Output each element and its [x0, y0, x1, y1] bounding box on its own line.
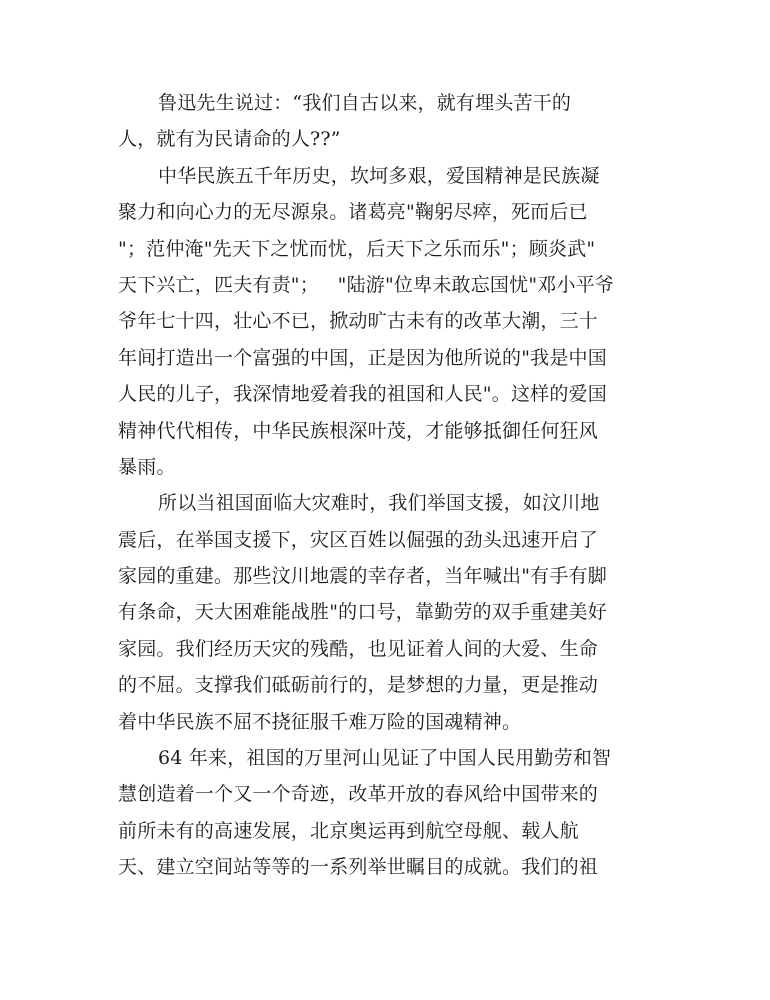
- text-line: 着中华民族不屈不挠征服千难万险的国魂精神。: [118, 710, 522, 733]
- text-line: 人民的儿子，我深情地爱着我的祖国和人民"。这样的爱国: [118, 383, 607, 406]
- text-line: 天、建立空间站等等的一系列举世瞩目的成就。我们的祖: [118, 856, 599, 879]
- text-line: 鲁迅先生说过：“我们自古以来，就有埋头苦干的: [158, 92, 572, 114]
- text-line: 精神代代相传，中华民族根深叶茂，才能够抵御任何狂风: [118, 419, 599, 442]
- text-line: 所以当祖国面临大灾难时，我们举国支援，如汶川地: [158, 492, 600, 515]
- document-body: [118, 85, 658, 886]
- text-line: 有条命，天大困难能战胜"的口号，靠勤劳的双手重建美好: [118, 601, 607, 624]
- text-line: 聚力和向心力的无尽源泉。诸葛亮"鞠躬尽瘁，死而后已: [118, 201, 588, 224]
- text-line: 人，就有为民请命的人??”: [118, 128, 341, 151]
- text-line: 家园的重建。那些汶川地震的幸存者，当年喊出"有手有脚: [118, 565, 607, 588]
- text-line: 前所未有的高速发展，北京奥运再到航空母舰、载人航: [118, 819, 579, 842]
- text-line: 慧创造着一个又一个奇迹，改革开放的春风给中国带来的: [118, 783, 599, 806]
- text-line: 64 年来，祖国的万里河山见证了中国人民用勤劳和智: [158, 747, 612, 770]
- text-line: 震后，在举国支援下，灾区百姓以倔强的劲头迅速开启了: [118, 528, 599, 551]
- text-line: 的不屈。支撑我们砥砺前行的，是梦想的力量，更是推动: [118, 674, 599, 697]
- text-line: 年间打造出一个富强的中国，正是因为他所说的"我是中国: [118, 346, 607, 369]
- text-line: 爷年七十四，壮心不已，掀动旷古未有的改革大潮，三十: [118, 310, 599, 333]
- text-line: "；范仲淹"先天下之忧而忧，后天下之乐而乐"；顾炎武": [118, 237, 596, 260]
- text-line: 家园。我们经历天灾的残酷，也见证着人间的大爱、生命: [118, 637, 599, 660]
- text-line: 暴雨。: [118, 455, 176, 478]
- text-line: 天下兴亡，匹夫有责"； "陆游"位卑未敢忘国忧"邓小平爷: [118, 273, 615, 296]
- text-line: 中华民族五千年历史，坎坷多艰，爱国精神是民族凝: [158, 164, 600, 187]
